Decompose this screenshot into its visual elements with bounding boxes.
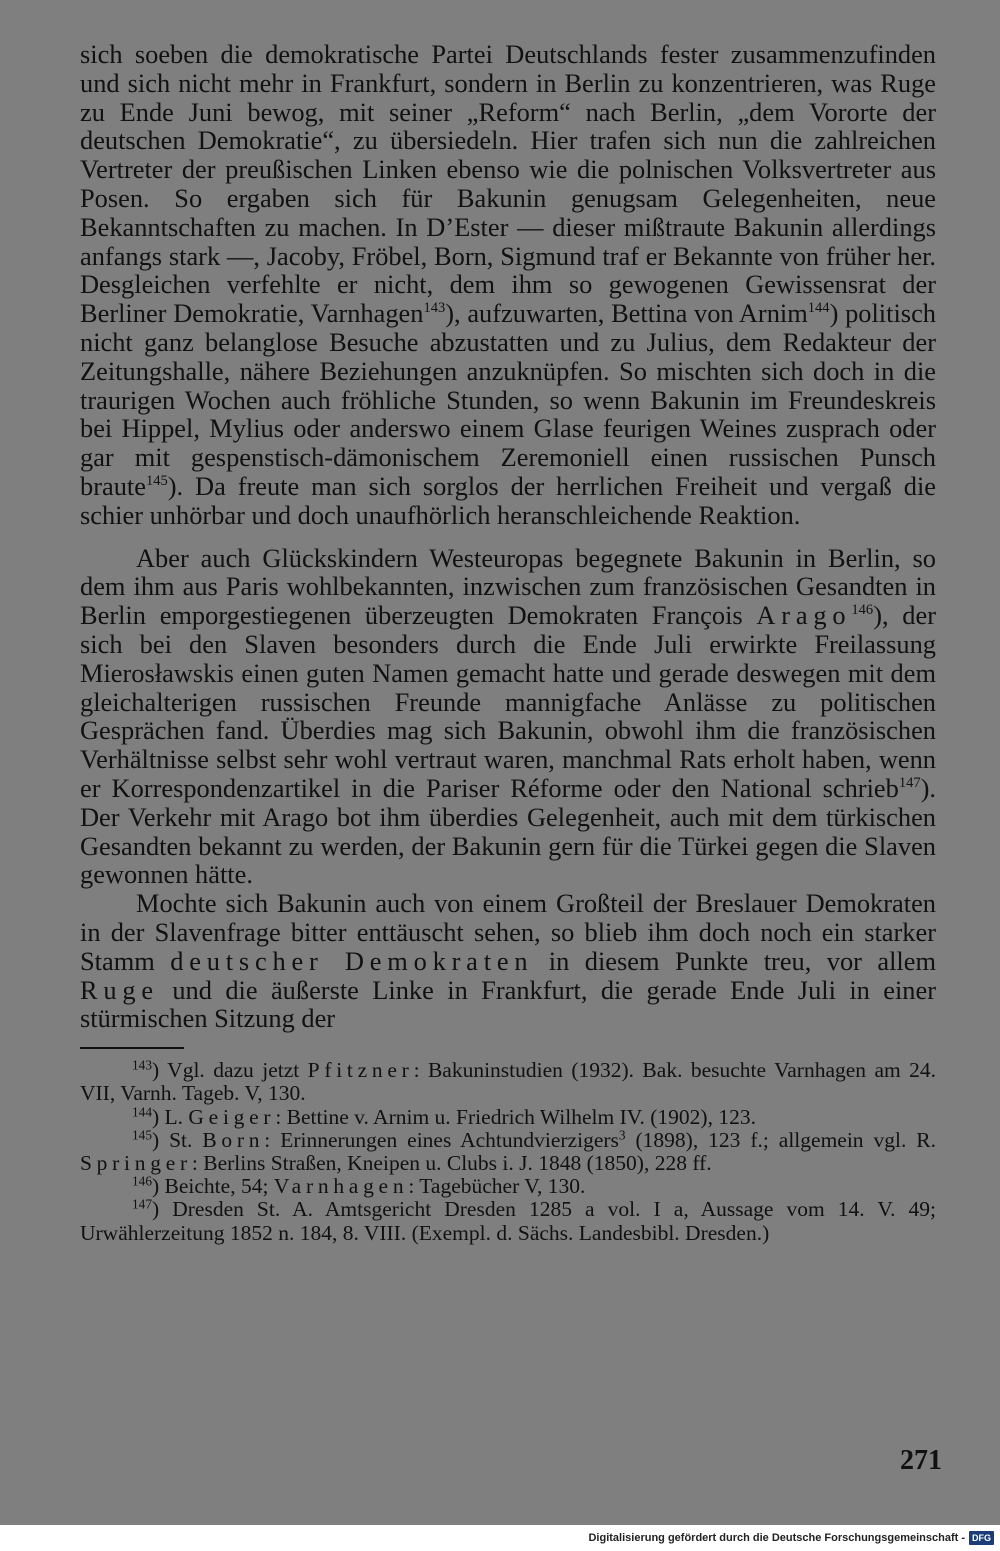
credit-text: Digitalisierung gefördert durch die Deutsche Forschungsgemeinschaft - bbox=[588, 1532, 965, 1544]
footnote-ref-144[interactable]: 144 bbox=[807, 300, 830, 317]
page-content bbox=[80, 40, 936, 1245]
body-paragraph-1: sich soeben die demokratische Partei Deutschlands fester zusammenzufinden und sich nicht mehr in Frankfurt, sondern in Berlin zu konzentrieren, was Ruge zu Ende Juni bewog, mit seiner „Reform“ nach Berlin, „dem Vororte der deutschen Demokratie“, zu übersiedeln. Hier trafen sich nun die zahlreichen Vertreter der preußischen Linken ebenso wie die polnischen Volksvertreter aus Posen. So ergaben sich für Bakunin genugsam Gelegenheiten, neue Bekanntschaften zu machen. In D’Ester — dieser mißtraute Bakunin allerdings anfangs stark —, Jacoby, Fröbel, Born, Sigmund traf er Bekannte von früher her. Desgleichen verfehlte er nicht, dem ihm so gewogenen Gewissensrat der Berliner Demokratie, Varnhagen$^{143}$), aufzuwarten, Bettina von Arnim$^{144}$) politisch nicht ganz belanglose Besuche abzustatten und zu Julius, dem Redakteur der Zeitungshalle, nähere Beziehungen anzuknüpfen. So mischten sich doch in die traurigen Wochen auch fröhliche Stunden, so wenn Bakunin im Freundeskreis bei Hippel, Mylius oder anderswo einem Glase feurigen Weines zusprach oder gar mit gespenstisch-dämonischem Zeremoniell einen russischen Punsch braute$^{145}$). Da freute man sich sorglos der herrlichen Freiheit und vergaß die schier unhörbar und doch unaufhörlich heranschleichende Reaktion. bbox=[80, 39, 936, 530]
footnote-146: $^{146}$) Beichte, 54; Varnhagen: Tagebücher V, 130. bbox=[132, 1173, 586, 1199]
footnote-ref-147[interactable]: 147 bbox=[898, 774, 921, 791]
digitization-credit-bar bbox=[0, 1525, 1000, 1551]
dfg-logo-icon[interactable]: DFG bbox=[969, 1531, 994, 1545]
footnote-ref-146[interactable]: 146 bbox=[851, 601, 874, 618]
footnote-143: $^{143}$) Vgl. dazu jetzt Pfitzner: Bakuninstudien (1932). Bak. besuchte Varnhagen am 24. VII, Varnh. Tageb. V, 130. bbox=[80, 1057, 936, 1106]
footnote-ref-145[interactable]: 145 bbox=[145, 472, 168, 489]
spaced-name-ruge: Ruge bbox=[80, 974, 159, 1005]
body-paragraph-3: Mochte sich Bakunin auch von einem Großteil der Breslauer Demokraten in der Slavenfrage bitter enttäuscht sehen, so blieb ihm doch noch ein starker Stamm deutscher Demokraten in diesem Punkte treu, vor allem Ruge und die äußerste Linke in Frankfurt, die gerade Ende Juli in einer stürmischen Sitzung der bbox=[80, 888, 936, 1034]
footnote-divider bbox=[80, 1047, 184, 1049]
footnote-144: $^{144}$) L. Geiger: Bettine v. Arnim u. Friedrich Wilhelm IV. (1902), 123. bbox=[132, 1104, 756, 1129]
footnote-145: $^{145}$) St. Born: Erinnerungen eines Achtundvierzigers$^3$ (1898), 123 f.; allgemein vgl. R. Springer: Berlins Straßen, Kneipen u. Clubs i. J. 1848 (1850), 228 ff. bbox=[80, 1127, 937, 1175]
spaced-phrase: deutscher Demokraten bbox=[170, 945, 534, 976]
footnote-ref-143[interactable]: 143 bbox=[423, 300, 446, 317]
body-paragraph-2: Aber auch Glückskindern Westeuropas begegnete Bakunin in Berlin, so dem ihm aus Paris wohlbekannten, inzwischen zum französischen Gesandten in Berlin emporgestiegenen überzeugten Demokraten François Arago$^{146}$), der sich bei den Slaven besonders durch die Ende Juli erwirkte Freilassung Mierosławskis einen guten Namen gemacht hatte und gerade deswegen mit dem gleichalterigen russischen Freunde mannigfache Anlässe zu politischen Gesprächen fand. Überdies mag sich Bakunin, obwohl ihm die französischen Verhältnisse selbst sehr wohl vertraut waren, manchmal Rats erholt haben, wenn er Korrespondenzartikel in die Pariser Réforme oder den National schrieb$^{147}$). Der Verkehr mit Arago bot ihm überdies Gelegenheit, auch mit dem türkischen Gesandten bekannt zu werden, der Bakunin gern für die Türkei gegen die Slaven gewonnen hätte. bbox=[80, 542, 937, 890]
page-number: 271 bbox=[900, 1445, 942, 1476]
spaced-name-arago: Arago bbox=[756, 600, 852, 631]
footnote-147: $^{147}$) Dresden St. A. Amtsgericht Dresden 1285 a vol. I a, Aussage vom 14. V. 49; Urwählerzeitung 1852 n. 184, 8. VIII. (Exempl. d. Sächs. Landesbibl. Dresden.) bbox=[80, 1196, 936, 1245]
